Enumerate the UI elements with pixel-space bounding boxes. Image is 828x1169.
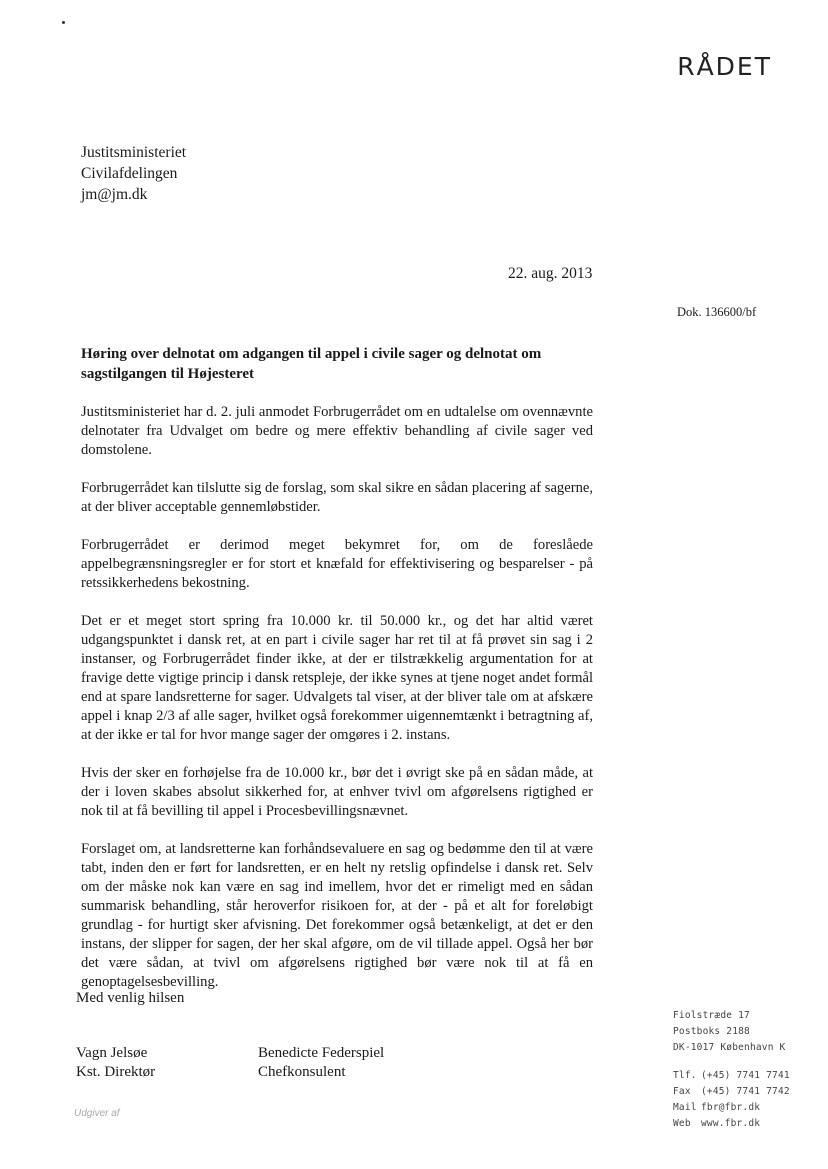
letter-body (81, 403, 593, 1011)
web-row (673, 1116, 790, 1132)
mail-row (673, 1100, 790, 1116)
signatory-block (76, 1044, 155, 1082)
web-address[interactable]: www.fbr.dk (701, 1118, 761, 1129)
contact-info (673, 1008, 790, 1132)
subject-line: Høring over delnotat om adgangen til appel i civile sager og delnotat om (81, 346, 542, 362)
address-street: Fiolstræde 17 (673, 1010, 750, 1021)
closing-greeting: Med venlig hilsen (76, 990, 185, 1006)
body-paragraph: Forbrugerrådet er derimod meget bekymret for, om de foreslåede appelbegrænsningsregler er for stort et knæfald for effektivisering og besparelser - på retssikkerhedens bekostning. (81, 537, 593, 591)
body-paragraph: Forslaget om, at landsretterne kan forhåndsevaluere en sag og bedømme den til at være tabt, inden den er ført for landsretten, er en helt ny retslig opfindelse i dansk ret. Selv om der måske nok kan være en sag ind imellem, hvor det er rimeligt med en sådan summarisk behandling, står heroverfor risikoen for, at der - på et alt for foreløbigt grundlag - for hurtigt sker afvisning. Det forekommer også betænkeligt, at det er den instans, der slipper for sagen, der her skal afgøre, om de vil tillade appel. Også her bør det være sådan, at tvivl om afgørelsens rigtighed bør være nok til at få en genoptagelsesbevilling. (81, 841, 593, 990)
scan-speck (62, 21, 65, 24)
subject-line: sagstilgangen til Højesteret (81, 366, 255, 382)
recipient-address (81, 142, 186, 205)
mail-label: Mail (673, 1102, 697, 1113)
recipient-line: Civilafdelingen (81, 165, 178, 182)
body-paragraph: Hvis der sker en forhøjelse fra de 10.000 kr., bør det i øvrigt ske på en sådan måde, at der i loven skabes absolut sikkerhed for, at enhver tvivl om afgørelsens rigtighed er nok til at få bevilling til appel i Procesbevillingsnævnet. (81, 765, 593, 819)
phone-row (673, 1068, 790, 1084)
body-paragraph: Forbrugerrådet kan tilslutte sig de forslag, som skal sikre en sådan placering af sagerne, at der bliver acceptable gennemløbstider. (81, 480, 593, 515)
body-paragraph: Det er et meget stort spring fra 10.000 kr. til 50.000 kr., og det har altid været udgangspunktet i dansk ret, at en part i civile sager har ret til at få prøvet sin sag i 2 instanser, og Forbrugerrådet finder ikke, at der er tilstrækkelig argumentation for at fravige dette vigtige princip i dansk retspleje, der ikke synes at tjene noget andet formål end at spare landsretterne for sager. Udvalgets tal viser, at der bliver tale om at afskære appel i knap 2/3 af alle sager, hvilket også forekommer uigennemtænkt i betragtning af, at der ikke er tal for hvor mange sager der omgøres i 2. instans. (81, 613, 593, 743)
fax-row (673, 1084, 790, 1100)
mail-address[interactable]: fbr@fbr.dk (701, 1102, 761, 1113)
fax-number: (+45) 7741 7742 (701, 1086, 790, 1097)
address-city: DK-1017 København K (673, 1042, 786, 1053)
signatory-name: Vagn Jelsøe (76, 1045, 148, 1061)
signatory-title: Chefkonsulent (258, 1064, 346, 1080)
address-pobox: Postboks 2188 (673, 1026, 750, 1037)
recipient-line: Justitsministeriet (81, 144, 187, 161)
phone-label: Tlf. (673, 1070, 697, 1081)
signatory-name: Benedicte Federspiel (258, 1045, 385, 1061)
fax-label: Fax (673, 1086, 691, 1097)
phone-number: (+45) 7741 7741 (701, 1070, 790, 1081)
recipient-email: jm@jm.dk (81, 186, 148, 203)
letter-date: 22. aug. 2013 (508, 265, 593, 282)
body-paragraph: Justitsministeriet har d. 2. juli anmodet Forbrugerrådet om en udtalelse om ovennævnte delnotater fra Udvalget om bedre og mere effektiv behandling af civile sager ved domstolene. (81, 404, 593, 458)
publisher-label: Udgiver af (74, 1108, 120, 1119)
signatory-title: Kst. Direktør (76, 1064, 156, 1080)
organization-logo: RÅDET (677, 52, 772, 81)
document-reference: Dok. 136600/bf (677, 305, 757, 319)
web-label: Web (673, 1118, 691, 1129)
signatory-block (258, 1044, 384, 1082)
letter-subject (81, 344, 581, 384)
